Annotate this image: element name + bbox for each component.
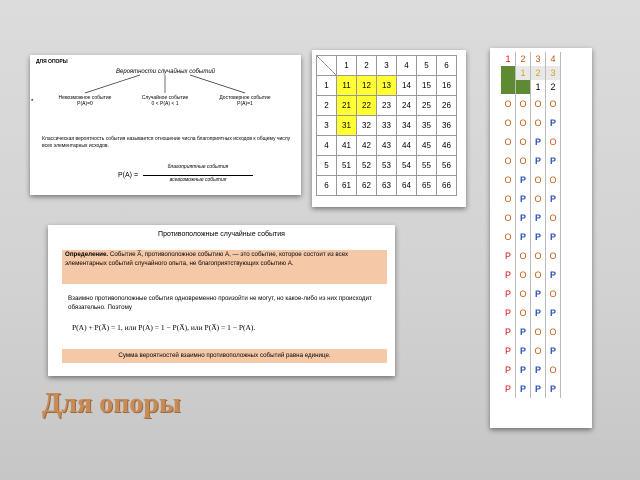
grid-cell: 35 (417, 116, 437, 136)
coin-cell: О (501, 132, 516, 151)
grid-cell: 45 (417, 136, 437, 156)
grid-cell: 65 (417, 176, 437, 196)
grid-cell: 15 (417, 76, 437, 96)
coin-cell: О (516, 284, 531, 303)
coin-header: 2 (516, 52, 531, 66)
definition-box (62, 250, 387, 284)
grid-cell: 23 (377, 96, 397, 116)
coin-subheader: 1 (531, 80, 546, 94)
formula-denominator: всевозможные события (143, 175, 253, 183)
grid-cell: 33 (377, 116, 397, 136)
grid-row-header: 1 (317, 76, 337, 96)
grid-row-header: 5 (317, 156, 337, 176)
formula-text: P(A) + P(A̅) = 1, или P(A) = 1 − P(A̅), или P(A̅) = 1 − P(A). (72, 323, 256, 332)
node-certain: Достоверное событие P(A)=1 (219, 95, 271, 107)
coin-cell: Р (516, 360, 531, 379)
coin-cell: Р (501, 379, 516, 398)
coin-outcomes-table (501, 52, 561, 398)
coin-cell: О (546, 208, 561, 227)
coin-cell: Р (501, 265, 516, 284)
coin-cell: Р (531, 379, 546, 398)
coin-cell: Р (501, 322, 516, 341)
coin-cell: Р (501, 303, 516, 322)
dice-outcomes-panel (312, 50, 466, 207)
coin-cell: О (501, 208, 516, 227)
grid-cell: 51 (337, 156, 357, 176)
grid-row-header: 6 (317, 176, 337, 196)
grid-cell: 53 (377, 156, 397, 176)
grid-corner (317, 56, 337, 76)
coin-cell: Р (531, 132, 546, 151)
definition-text: Событие A̅, противоположное событию A, — это событие, которое состоит из всех элементарных событий случайного опыта, не благоприятствующих событию A. (65, 251, 349, 267)
coin-cell: О (531, 341, 546, 360)
coin-cell: О (546, 132, 561, 151)
grid-cell: 32 (357, 116, 377, 136)
remark-text: Взаимно противоположные события одновременно произойти не могут, но какое-либо из них происходит обязательно. Поэтому (68, 295, 372, 311)
formula-numerator: благоприятные события (167, 164, 229, 170)
coin-cell: Р (501, 360, 516, 379)
grid-cell: 16 (437, 76, 457, 96)
grid-cell: 14 (397, 76, 417, 96)
coin-cell: Р (531, 151, 546, 170)
grid-cell: 41 (337, 136, 357, 156)
coin-cell: Р (516, 189, 531, 208)
coin-subheader (501, 80, 516, 94)
grid-cell: 54 (397, 156, 417, 176)
coin-header: 4 (546, 52, 561, 66)
formula-lhs: P(A) = (118, 172, 139, 179)
grid-col-header: 1 (337, 56, 357, 76)
grid-cell: 46 (437, 136, 457, 156)
coin-cell: О (501, 227, 516, 246)
coin-cell: О (501, 189, 516, 208)
coin-cell: Р (516, 341, 531, 360)
grid-col-header: 6 (437, 56, 457, 76)
sum-note: Сумма вероятностей взаимно противоположных событий равна единице. (62, 349, 387, 363)
grid-cell: 25 (417, 96, 437, 116)
coin-cell: О (501, 170, 516, 189)
node-impossible: Невозможное событие P(A)=0 (58, 95, 112, 107)
coin-cell: Р (531, 227, 546, 246)
opposite-events-panel (48, 225, 395, 376)
coin-cell: О (531, 322, 546, 341)
grid-cell: 31 (337, 116, 357, 136)
coin-cell: О (501, 113, 516, 132)
coin-cell: Р (516, 170, 531, 189)
grid-cell: 12 (357, 76, 377, 96)
grid-col-header: 3 (377, 56, 397, 76)
coin-subheader: 2 (546, 80, 561, 94)
coin-cell: О (546, 170, 561, 189)
grid-cell: 21 (337, 96, 357, 116)
grid-cell: 63 (377, 176, 397, 196)
coin-cell: Р (546, 227, 561, 246)
coin-cell: Р (531, 360, 546, 379)
coin-cell: О (546, 246, 561, 265)
grid-cell: 13 (377, 76, 397, 96)
grid-cell: 11 (337, 76, 357, 96)
grid-col-header: 2 (357, 56, 377, 76)
coin-cell: О (531, 246, 546, 265)
grid-cell: 24 (397, 96, 417, 116)
coin-subheader (516, 80, 531, 94)
coin-cell: О (516, 151, 531, 170)
coin-cell: О (516, 303, 531, 322)
coin-cell: О (501, 151, 516, 170)
coin-cell: О (531, 170, 546, 189)
panel-title: Противоположные случайные события (158, 231, 285, 238)
coin-cell: Р (516, 379, 531, 398)
coin-cell: Р (516, 208, 531, 227)
panel-heading: ДЛЯ ОПОРЫ (36, 59, 68, 65)
grid-cell: 55 (417, 156, 437, 176)
coin-header: 3 (531, 52, 546, 66)
coin-subheader: 2 (531, 66, 546, 80)
slide-title: Для опоры (42, 388, 181, 419)
coin-cell: Р (546, 151, 561, 170)
coin-cell: О (531, 189, 546, 208)
coin-cell: О (501, 94, 516, 113)
coin-cell: Р (501, 246, 516, 265)
coin-cell: Р (546, 113, 561, 132)
grid-cell: 62 (357, 176, 377, 196)
probability-diagram-panel (30, 55, 301, 195)
coin-cell: О (531, 94, 546, 113)
coin-cell: О (516, 113, 531, 132)
coin-cell: О (531, 113, 546, 132)
grid-row-header: 2 (317, 96, 337, 116)
grid-cell: 61 (337, 176, 357, 196)
coin-cell: О (531, 265, 546, 284)
coin-cell: Р (546, 379, 561, 398)
diagram-title: Вероятности случайных событий (115, 69, 215, 75)
coin-cell: Р (546, 189, 561, 208)
grid-cell: 36 (437, 116, 457, 136)
definition-label: Определение. (65, 251, 109, 258)
coin-cell: О (546, 360, 561, 379)
coin-cell: Р (531, 208, 546, 227)
coin-tosses-panel (490, 48, 592, 428)
grid-row-header: 4 (317, 136, 337, 156)
coin-subheader (501, 66, 516, 80)
grid-cell: 34 (397, 116, 417, 136)
coin-cell: О (546, 94, 561, 113)
classic-definition: Классическая вероятность события называется отношение числа благоприятных исходов к общему числу всех элементарных исходов. (42, 136, 291, 149)
grid-cell: 66 (437, 176, 457, 196)
coin-cell: Р (546, 265, 561, 284)
grid-cell: 43 (377, 136, 397, 156)
dice-outcomes-table (316, 55, 457, 196)
grid-col-header: 5 (417, 56, 437, 76)
coin-header: 1 (501, 52, 516, 66)
coin-cell: О (516, 132, 531, 151)
grid-cell: 44 (397, 136, 417, 156)
coin-cell: О (516, 94, 531, 113)
coin-cell: Р (531, 284, 546, 303)
bullet-icon: ▪ (31, 97, 34, 104)
coin-cell: Р (501, 341, 516, 360)
coin-subheader: 3 (546, 66, 561, 80)
coin-cell: О (546, 322, 561, 341)
coin-cell: Р (531, 303, 546, 322)
grid-row-header: 3 (317, 116, 337, 136)
coin-cell: Р (546, 341, 561, 360)
grid-cell: 52 (357, 156, 377, 176)
coin-cell: Р (516, 322, 531, 341)
grid-col-header: 4 (397, 56, 417, 76)
coin-cell: Р (501, 284, 516, 303)
coin-cell: О (516, 246, 531, 265)
node-random: Случайное событие 0 < P(A) < 1 (141, 95, 189, 107)
coin-cell: Р (516, 227, 531, 246)
coin-cell: О (546, 284, 561, 303)
coin-cell: О (516, 265, 531, 284)
grid-cell: 64 (397, 176, 417, 196)
coin-subheader: 1 (516, 66, 531, 80)
grid-cell: 56 (437, 156, 457, 176)
grid-cell: 42 (357, 136, 377, 156)
coin-cell: Р (546, 303, 561, 322)
grid-cell: 22 (357, 96, 377, 116)
grid-cell: 26 (437, 96, 457, 116)
